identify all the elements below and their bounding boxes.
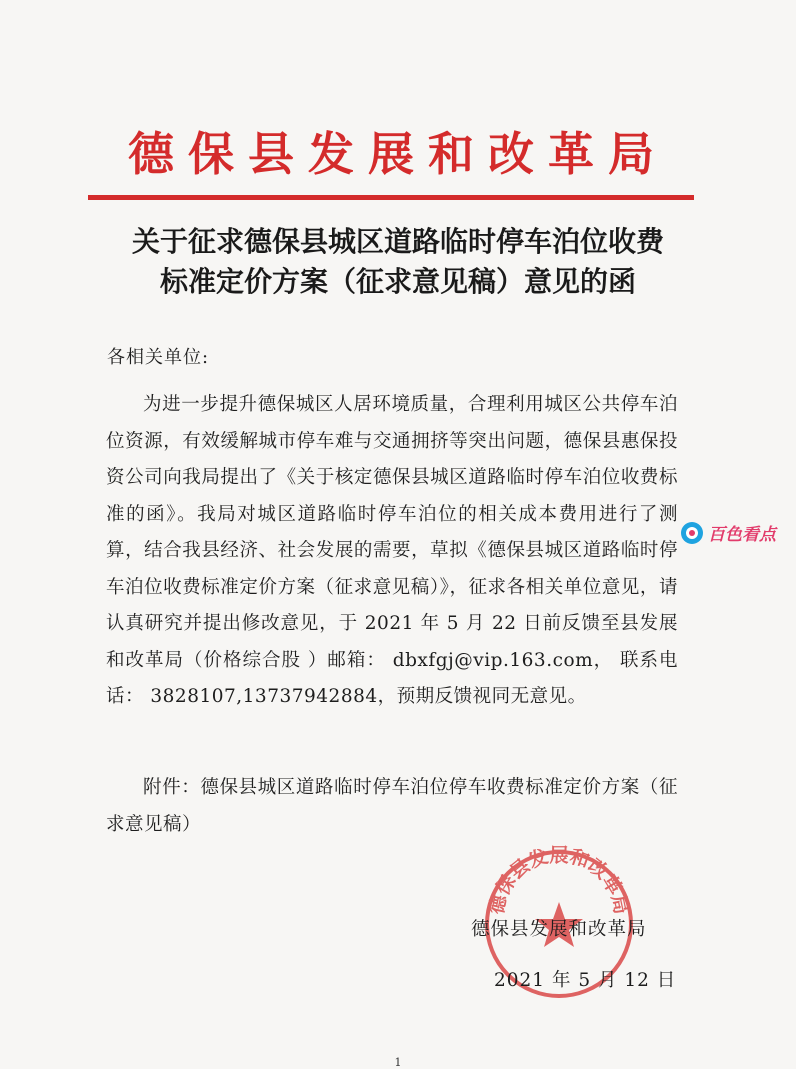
watermark-text: 百色看点 bbox=[708, 525, 776, 545]
title-line-2: 标准定价方案（征求意见稿）意见的函 bbox=[159, 265, 636, 298]
document-title bbox=[60, 222, 736, 302]
red-divider bbox=[88, 195, 694, 200]
seal-text-path: 德保县发展和改革局 bbox=[485, 844, 633, 917]
signature-org: 德保县发展和改革局 bbox=[471, 919, 647, 940]
title-line-1: 关于征求德保县城区道路临时停车泊位收费 bbox=[131, 225, 664, 258]
watermark bbox=[680, 520, 776, 545]
page-number: 1 bbox=[394, 1056, 402, 1069]
signature-date: 2021 年 5 月 12 日 bbox=[494, 970, 677, 991]
salutation: 各相关单位: bbox=[107, 347, 210, 368]
watermark-logo-icon bbox=[680, 521, 704, 545]
body-paragraph: 为进一步提升德保城区人居环境质量，合理利用城区公共停车泊位资源，有效缓解城市停车难与交通拥挤等突出问题，德保县惠保投资公司向我局提出了《关于核定德保县城区道路临时停车泊位收费标准的函》。我局对城区道路临时停车泊位的相关成本费用进行了测算，结合我县经济、社会发展的需要，草拟《德保县城区道路临时停车泊位收费标准定价方案（征求意见稿）》，征求各相关单位意见，请认真研究并提出修改意见，于 2021 年 5 月 22 日前反馈至县发展和改革局（价格综合股 ）邮箱： dbxfgj@vip.163.com， 联系电话： 3828107,13737942884，预期反馈视同无意见。 bbox=[106, 394, 678, 707]
attachment-note: 附件：德保县城区道路临时停车泊位停车收费标准定价方案（征求意见稿） bbox=[106, 777, 678, 835]
org-header: 德保县发展和改革局 bbox=[128, 127, 668, 181]
